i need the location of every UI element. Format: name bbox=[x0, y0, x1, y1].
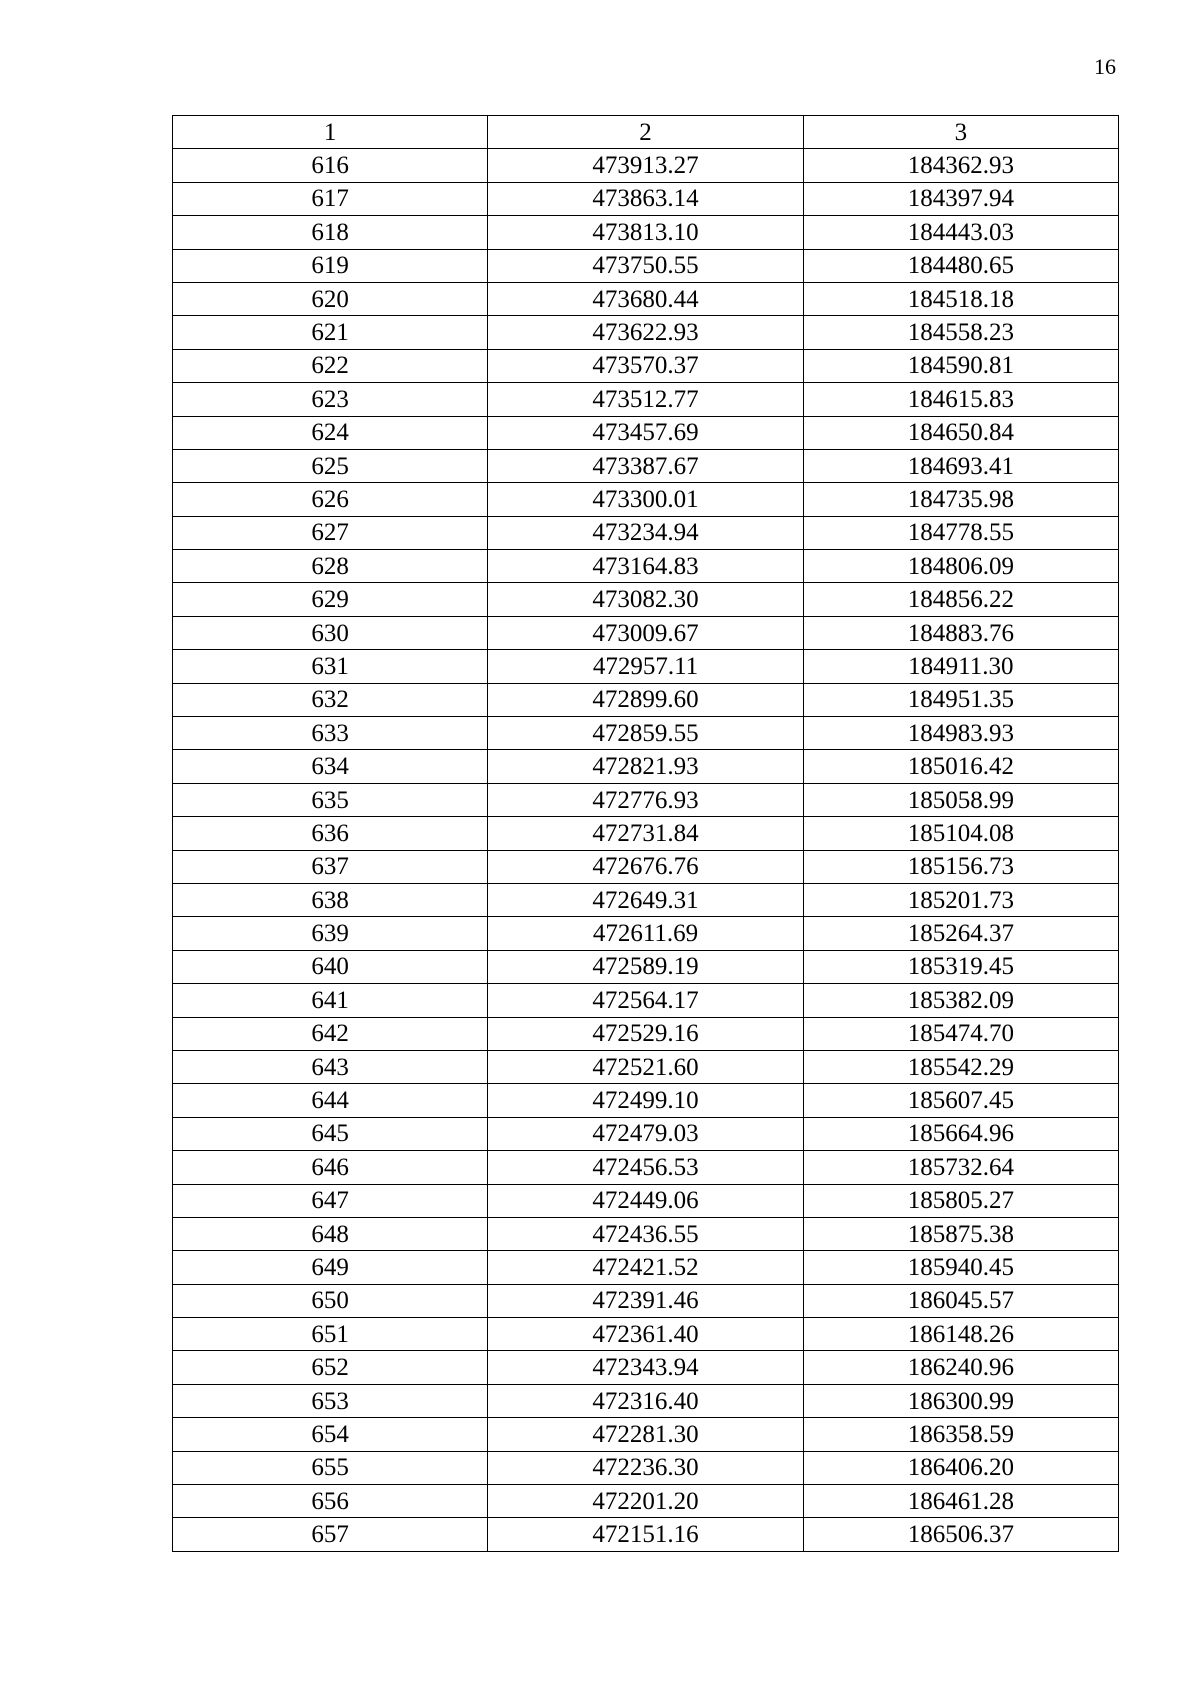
table-row bbox=[173, 182, 1119, 215]
table-cell: 185664.96 bbox=[803, 1117, 1118, 1150]
table-cell: 639 bbox=[173, 917, 488, 950]
table-row bbox=[173, 216, 1119, 249]
table-cell: 472821.93 bbox=[488, 750, 803, 783]
table-cell: 184806.09 bbox=[803, 550, 1118, 583]
table-cell: 641 bbox=[173, 984, 488, 1017]
table-cell: 472731.84 bbox=[488, 817, 803, 850]
table-cell: 632 bbox=[173, 683, 488, 716]
table-cell: 472236.30 bbox=[488, 1451, 803, 1484]
table-cell: 473300.01 bbox=[488, 483, 803, 516]
table-cell: 184735.98 bbox=[803, 483, 1118, 516]
table-cell: 473457.69 bbox=[488, 416, 803, 449]
table-cell: 473913.27 bbox=[488, 149, 803, 182]
table-cell: 472564.17 bbox=[488, 984, 803, 1017]
table-cell: 473680.44 bbox=[488, 282, 803, 315]
table-row bbox=[173, 1384, 1119, 1417]
table-row bbox=[173, 850, 1119, 883]
table-cell: 472899.60 bbox=[488, 683, 803, 716]
table-row bbox=[173, 449, 1119, 482]
table-cell: 184951.35 bbox=[803, 683, 1118, 716]
table-cell: 472456.53 bbox=[488, 1151, 803, 1184]
table-cell: 472361.40 bbox=[488, 1318, 803, 1351]
table-cell: 619 bbox=[173, 249, 488, 282]
table-cell: 472676.76 bbox=[488, 850, 803, 883]
table-cell: 649 bbox=[173, 1251, 488, 1284]
table-cell: 627 bbox=[173, 516, 488, 549]
table-cell: 184883.76 bbox=[803, 616, 1118, 649]
table-row bbox=[173, 349, 1119, 382]
table-cell: 640 bbox=[173, 950, 488, 983]
table-cell: 184983.93 bbox=[803, 717, 1118, 750]
table-cell: 185104.08 bbox=[803, 817, 1118, 850]
table-cell: 628 bbox=[173, 550, 488, 583]
table-cell: 642 bbox=[173, 1017, 488, 1050]
table-row bbox=[173, 1418, 1119, 1451]
table-cell: 618 bbox=[173, 216, 488, 249]
table-cell: 634 bbox=[173, 750, 488, 783]
table-cell: 656 bbox=[173, 1485, 488, 1518]
table-cell: 473164.83 bbox=[488, 550, 803, 583]
table-cell: 472957.11 bbox=[488, 650, 803, 683]
column-header-3: 3 bbox=[803, 116, 1118, 149]
table-cell: 185474.70 bbox=[803, 1017, 1118, 1050]
table-cell: 184397.94 bbox=[803, 182, 1118, 215]
table-cell: 473009.67 bbox=[488, 616, 803, 649]
table-cell: 186148.26 bbox=[803, 1318, 1118, 1351]
table-cell: 184856.22 bbox=[803, 583, 1118, 616]
table-row bbox=[173, 316, 1119, 349]
table-cell: 620 bbox=[173, 282, 488, 315]
table-row bbox=[173, 282, 1119, 315]
table-row bbox=[173, 616, 1119, 649]
table-row bbox=[173, 984, 1119, 1017]
table-row bbox=[173, 1217, 1119, 1250]
table-cell: 657 bbox=[173, 1518, 488, 1551]
table-header-row bbox=[173, 116, 1119, 149]
table-cell: 184362.93 bbox=[803, 149, 1118, 182]
table-row bbox=[173, 1251, 1119, 1284]
table-row bbox=[173, 1084, 1119, 1117]
page-number: 16 bbox=[1094, 54, 1116, 79]
table-cell: 472479.03 bbox=[488, 1117, 803, 1150]
table-cell: 636 bbox=[173, 817, 488, 850]
table-row bbox=[173, 783, 1119, 816]
table-row bbox=[173, 1117, 1119, 1150]
table-cell: 184480.65 bbox=[803, 249, 1118, 282]
table-cell: 185875.38 bbox=[803, 1217, 1118, 1250]
table-body bbox=[173, 149, 1119, 1551]
table-cell: 651 bbox=[173, 1318, 488, 1351]
table-cell: 616 bbox=[173, 149, 488, 182]
table-cell: 473570.37 bbox=[488, 349, 803, 382]
table-row bbox=[173, 583, 1119, 616]
table-row bbox=[173, 1318, 1119, 1351]
table-cell: 185264.37 bbox=[803, 917, 1118, 950]
table-cell: 621 bbox=[173, 316, 488, 349]
table-cell: 473082.30 bbox=[488, 583, 803, 616]
table-cell: 472421.52 bbox=[488, 1251, 803, 1284]
table-cell: 184911.30 bbox=[803, 650, 1118, 683]
table-cell: 185201.73 bbox=[803, 883, 1118, 916]
table-cell: 186045.57 bbox=[803, 1284, 1118, 1317]
table-cell: 617 bbox=[173, 182, 488, 215]
table-row bbox=[173, 383, 1119, 416]
table-row bbox=[173, 750, 1119, 783]
coordinates-table bbox=[172, 115, 1119, 1552]
table-cell: 646 bbox=[173, 1151, 488, 1184]
table-cell: 624 bbox=[173, 416, 488, 449]
table-row bbox=[173, 883, 1119, 916]
table-cell: 472449.06 bbox=[488, 1184, 803, 1217]
table-cell: 184518.18 bbox=[803, 282, 1118, 315]
table-row bbox=[173, 149, 1119, 182]
table-cell: 472521.60 bbox=[488, 1050, 803, 1083]
table-cell: 472499.10 bbox=[488, 1084, 803, 1117]
table-cell: 184693.41 bbox=[803, 449, 1118, 482]
table-cell: 184650.84 bbox=[803, 416, 1118, 449]
table-cell: 633 bbox=[173, 717, 488, 750]
table-cell: 472611.69 bbox=[488, 917, 803, 950]
table-cell: 473387.67 bbox=[488, 449, 803, 482]
table-cell: 644 bbox=[173, 1084, 488, 1117]
table-cell: 184558.23 bbox=[803, 316, 1118, 349]
table-cell: 654 bbox=[173, 1418, 488, 1451]
table-row bbox=[173, 550, 1119, 583]
table-cell: 185382.09 bbox=[803, 984, 1118, 1017]
table-cell: 472201.20 bbox=[488, 1485, 803, 1518]
table-row bbox=[173, 516, 1119, 549]
table-row bbox=[173, 1351, 1119, 1384]
table-cell: 625 bbox=[173, 449, 488, 482]
table-cell: 186358.59 bbox=[803, 1418, 1118, 1451]
table-row bbox=[173, 483, 1119, 516]
table-cell: 473512.77 bbox=[488, 383, 803, 416]
table-cell: 623 bbox=[173, 383, 488, 416]
table-cell: 473750.55 bbox=[488, 249, 803, 282]
table-cell: 186300.99 bbox=[803, 1384, 1118, 1417]
table-row bbox=[173, 1451, 1119, 1484]
table-cell: 622 bbox=[173, 349, 488, 382]
table-cell: 185319.45 bbox=[803, 950, 1118, 983]
table-row bbox=[173, 917, 1119, 950]
table-row bbox=[173, 416, 1119, 449]
table-cell: 185732.64 bbox=[803, 1151, 1118, 1184]
table-cell: 473622.93 bbox=[488, 316, 803, 349]
table-header bbox=[173, 116, 1119, 149]
table-cell: 186406.20 bbox=[803, 1451, 1118, 1484]
table-cell: 653 bbox=[173, 1384, 488, 1417]
table-cell: 629 bbox=[173, 583, 488, 616]
table-row bbox=[173, 683, 1119, 716]
table-cell: 185058.99 bbox=[803, 783, 1118, 816]
table-cell: 186240.96 bbox=[803, 1351, 1118, 1384]
table-row bbox=[173, 650, 1119, 683]
table-cell: 647 bbox=[173, 1184, 488, 1217]
table-cell: 630 bbox=[173, 616, 488, 649]
table-cell: 185805.27 bbox=[803, 1184, 1118, 1217]
table-cell: 184778.55 bbox=[803, 516, 1118, 549]
table-cell: 472649.31 bbox=[488, 883, 803, 916]
table-cell: 185940.45 bbox=[803, 1251, 1118, 1284]
table-cell: 185156.73 bbox=[803, 850, 1118, 883]
table-cell: 185542.29 bbox=[803, 1050, 1118, 1083]
table-cell: 635 bbox=[173, 783, 488, 816]
table-cell: 185607.45 bbox=[803, 1084, 1118, 1117]
table-row bbox=[173, 717, 1119, 750]
table-row bbox=[173, 1151, 1119, 1184]
table-cell: 472343.94 bbox=[488, 1351, 803, 1384]
table-cell: 472436.55 bbox=[488, 1217, 803, 1250]
table-cell: 472589.19 bbox=[488, 950, 803, 983]
table-row bbox=[173, 1017, 1119, 1050]
table-cell: 472529.16 bbox=[488, 1017, 803, 1050]
table-cell: 655 bbox=[173, 1451, 488, 1484]
table-cell: 472859.55 bbox=[488, 717, 803, 750]
table-cell: 472281.30 bbox=[488, 1418, 803, 1451]
table-cell: 645 bbox=[173, 1117, 488, 1150]
table-cell: 472316.40 bbox=[488, 1384, 803, 1417]
table-row bbox=[173, 817, 1119, 850]
table-row bbox=[173, 1485, 1119, 1518]
table-cell: 648 bbox=[173, 1217, 488, 1250]
table-cell: 638 bbox=[173, 883, 488, 916]
column-header-2: 2 bbox=[488, 116, 803, 149]
table-cell: 631 bbox=[173, 650, 488, 683]
table-cell: 186461.28 bbox=[803, 1485, 1118, 1518]
table-cell: 184590.81 bbox=[803, 349, 1118, 382]
table-cell: 473234.94 bbox=[488, 516, 803, 549]
table-cell: 637 bbox=[173, 850, 488, 883]
table-cell: 473863.14 bbox=[488, 182, 803, 215]
table-row bbox=[173, 950, 1119, 983]
table-row bbox=[173, 1184, 1119, 1217]
table-cell: 184443.03 bbox=[803, 216, 1118, 249]
table-row bbox=[173, 1518, 1119, 1551]
table-cell: 650 bbox=[173, 1284, 488, 1317]
table-cell: 643 bbox=[173, 1050, 488, 1083]
table-cell: 472151.16 bbox=[488, 1518, 803, 1551]
table-cell: 652 bbox=[173, 1351, 488, 1384]
table-cell: 186506.37 bbox=[803, 1518, 1118, 1551]
table-cell: 472776.93 bbox=[488, 783, 803, 816]
table-cell: 184615.83 bbox=[803, 383, 1118, 416]
table-row bbox=[173, 1284, 1119, 1317]
table-cell: 472391.46 bbox=[488, 1284, 803, 1317]
table-cell: 185016.42 bbox=[803, 750, 1118, 783]
table-row bbox=[173, 249, 1119, 282]
table-row bbox=[173, 1050, 1119, 1083]
table-cell: 626 bbox=[173, 483, 488, 516]
table-cell: 473813.10 bbox=[488, 216, 803, 249]
column-header-1: 1 bbox=[173, 116, 488, 149]
